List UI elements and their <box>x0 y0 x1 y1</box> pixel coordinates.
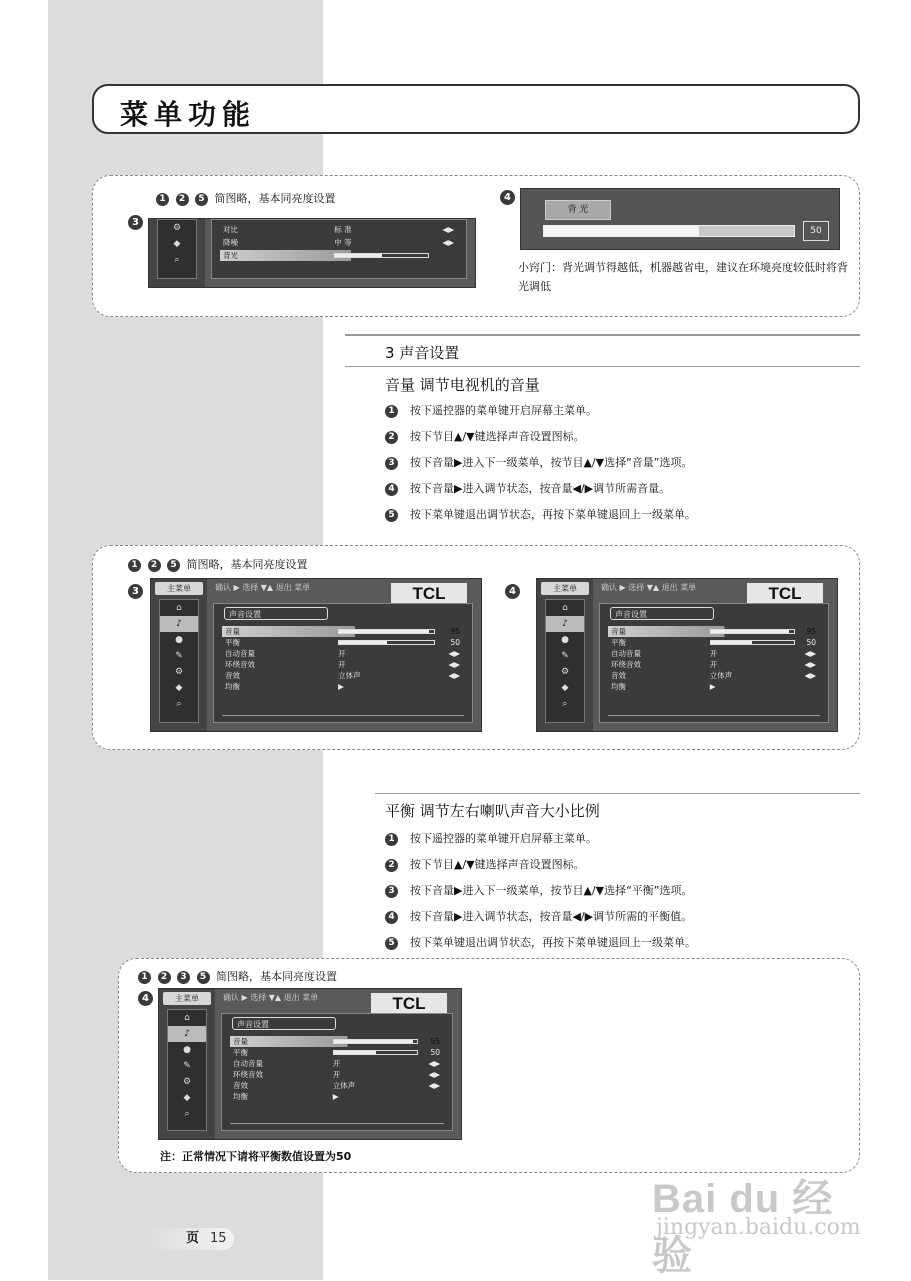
step-marker: 2 <box>176 193 189 206</box>
tv-menu-volume-b <box>536 578 838 732</box>
step-marker: 1 <box>128 559 141 572</box>
menu-row-end: ◀▶ <box>804 671 816 680</box>
menu-row-value: 立体声 <box>709 671 733 680</box>
step-marker: 2 <box>385 859 398 872</box>
step-marker: 3 <box>385 457 398 470</box>
search-icon: ⌕ <box>184 1109 190 1119</box>
menu-row-end: ◀▶ <box>804 660 816 669</box>
tv-menu-main <box>221 1013 453 1131</box>
menu-row-value: 开 <box>338 649 346 658</box>
menu-row-end: ◀▶ <box>448 671 460 680</box>
menu-row-label: 平衡 <box>611 638 626 647</box>
level-bar <box>334 253 429 258</box>
home-icon: ⌂ <box>562 603 568 613</box>
level-bar <box>333 1050 419 1055</box>
section-heading: 3 声音设置 <box>385 344 460 362</box>
step-marker: 5 <box>385 937 398 950</box>
step-marker: 1 <box>156 193 169 206</box>
menu-row-end: 50 <box>430 1048 440 1057</box>
music-icon: ♪ <box>160 616 198 632</box>
menu-row <box>222 648 464 659</box>
home-icon: ⌂ <box>176 603 182 613</box>
menu-row-value: 开 <box>332 1059 341 1068</box>
menu-row-label: 音量 <box>233 1037 248 1046</box>
picture-icon: ● <box>561 635 569 645</box>
step-marker: 5 <box>167 559 180 572</box>
step-text: 按下音量▶进入调节状态，按音量◀/▶调节所需的平衡值。 <box>410 910 693 923</box>
menu-row-label: 降噪 <box>223 238 238 247</box>
menu-row-label: 自动音量 <box>233 1059 263 1068</box>
menu-row-label: 自动音量 <box>611 649 641 658</box>
menu-row-label: 均衡 <box>225 682 240 691</box>
brand-name: TCL <box>768 584 802 603</box>
search-icon: ⌕ <box>176 699 182 709</box>
menu-row-label: 自动音量 <box>225 649 255 658</box>
tv-submenu-title: 声音设置 <box>610 607 714 620</box>
gear-icon: ⚙ <box>560 667 570 677</box>
menu-row-end: 50 <box>806 638 816 647</box>
watermark-logo-text: Bai du 经验 <box>652 1177 834 1278</box>
step-marker: 3 <box>177 971 190 984</box>
step-item <box>385 424 696 450</box>
step-marker: 1 <box>138 971 151 984</box>
menu-row-label: 音量 <box>225 627 240 636</box>
page-title-box <box>92 84 860 134</box>
volume-caption <box>128 556 308 572</box>
step-marker-right: 4 <box>500 190 515 205</box>
step-item <box>385 904 696 930</box>
tv-sidebar <box>537 579 593 731</box>
balance-subheading: 平衡 调节左右喇叭声音大小比例 <box>385 802 600 820</box>
brand-name: TCL <box>412 584 446 603</box>
menu-row-end: ◀▶ <box>428 1059 440 1068</box>
menu-row-value: 开 <box>709 649 718 658</box>
step-marker: 5 <box>197 971 210 984</box>
level-bar <box>710 640 795 645</box>
step-item <box>385 852 696 878</box>
tv-nav-hint: 确认 ▶ 选择 ▼▲ 退出 菜单 <box>215 583 311 592</box>
tv-sidebar-icons <box>545 599 585 723</box>
balance-caption <box>138 968 337 984</box>
music-icon: ♪ <box>546 616 584 632</box>
menu-row <box>608 681 820 692</box>
step-item <box>385 878 696 904</box>
volume-subheading: 音量 调节电视机的音量 <box>385 376 540 394</box>
search-icon: ⌕ <box>562 699 568 709</box>
section-rule <box>375 793 860 794</box>
tv-sidebar <box>159 989 215 1139</box>
menu-row <box>222 659 464 670</box>
slider-fill <box>544 226 699 236</box>
step-text: 按下遥控器的菜单键开启屏幕主菜单。 <box>410 832 597 845</box>
home-icon: ⌂ <box>184 1013 190 1023</box>
menu-row-label: 平衡 <box>225 638 240 647</box>
slider-track <box>543 225 795 237</box>
section-rule <box>345 334 860 336</box>
step-marker: 4 <box>385 911 398 924</box>
step-text: 按下菜单键退出调节状态，再按下菜单键退回上一级菜单。 <box>410 508 696 521</box>
tv-nav-hint: 确认 ▶ 选择 ▼▲ 退出 菜单 <box>223 993 319 1002</box>
diamond-icon: ◆ <box>183 1093 191 1103</box>
menu-row <box>220 237 458 248</box>
menu-row <box>222 670 464 681</box>
menu-row-value: ▶ <box>338 682 344 691</box>
step-marker: 5 <box>195 193 208 206</box>
caption-text: 简图略，基本同亮度设置 <box>186 558 308 571</box>
menu-row-value: 立体声 <box>332 1081 356 1090</box>
menu-row-value: 立体声 <box>338 671 361 680</box>
menu-row-label: 环绕音效 <box>233 1070 263 1079</box>
menu-row-end: 95 <box>806 627 816 636</box>
page-number: 15 <box>210 1231 227 1246</box>
step-marker: 2 <box>148 559 161 572</box>
menu-row-label: 环绕音效 <box>611 660 641 669</box>
balance-note: 注：正常情况下请将平衡数值设置为50 <box>160 1150 352 1163</box>
divider <box>222 715 464 716</box>
gear-icon: ⚙ <box>182 1077 192 1087</box>
menu-row <box>230 1069 444 1080</box>
menu-row-value: ▶ <box>332 1092 339 1101</box>
search-icon: ⌕ <box>174 255 180 265</box>
tv-nav-hint: 确认 ▶ 选择 ▼▲ 退出 菜单 <box>601 583 697 592</box>
menu-row-value: 标 准 <box>334 225 352 234</box>
diamond-icon: ◆ <box>175 683 183 693</box>
menu-row <box>608 626 820 637</box>
diamond-icon: ◆ <box>561 683 569 693</box>
backlight-slider-osd <box>520 188 840 250</box>
menu-row-end: 95 <box>450 627 460 636</box>
step-marker: 2 <box>385 431 398 444</box>
menu-row-end: ◀▶ <box>448 649 460 658</box>
step-item <box>385 476 696 502</box>
tv-sidebar-head: 主菜单 <box>155 582 203 595</box>
step-marker: 5 <box>385 509 398 522</box>
step-item <box>385 450 696 476</box>
caption-text: 简图略，基本同亮度设置 <box>214 192 336 205</box>
tv-submenu-title: 声音设置 <box>224 607 328 620</box>
tv-submenu-title: 声音设置 <box>232 1017 336 1030</box>
step-text: 按下音量▶进入下一级菜单，按节目▲/▼选择“音量”选项。 <box>410 456 693 469</box>
level-bar <box>333 1039 419 1044</box>
tip-text: 小窍门：背光调节得越低，机器越省电，建议在环境亮度较低时将背光调低 <box>518 261 848 293</box>
menu-row-end: 95 <box>430 1037 440 1046</box>
menu-row-label: 音效 <box>225 671 240 680</box>
volume-steps <box>385 398 696 528</box>
step-marker: 1 <box>385 833 398 846</box>
step-text: 按下音量▶进入调节状态，按音量◀/▶调节所需音量。 <box>410 482 671 495</box>
divider <box>230 1123 444 1124</box>
menu-row-label: 背光 <box>223 251 238 260</box>
tv-menu-main <box>599 603 829 723</box>
menu-row-label: 音量 <box>611 627 626 636</box>
tv-menu-main <box>213 603 473 723</box>
step-item <box>385 398 696 424</box>
menu-row-label: 对比 <box>223 225 238 234</box>
tv-sidebar <box>149 219 205 287</box>
tools-icon: ✎ <box>183 1061 191 1071</box>
balance-steps <box>385 826 696 956</box>
menu-row-selected <box>220 250 458 261</box>
divider <box>608 715 820 716</box>
step-marker: 2 <box>158 971 171 984</box>
tv-sidebar-head: 主菜单 <box>163 992 211 1005</box>
menu-row-value: 中 等 <box>334 238 352 247</box>
tools-icon: ✎ <box>561 651 569 661</box>
menu-row <box>608 637 820 648</box>
menu-row-value: 开 <box>709 660 718 669</box>
tv-sidebar <box>151 579 207 731</box>
menu-row <box>608 648 820 659</box>
tv-menu-balance <box>158 988 462 1140</box>
step-marker-right: 4 <box>505 584 520 599</box>
menu-row-label: 音效 <box>233 1081 248 1090</box>
step-item <box>385 826 696 852</box>
arrow-icon: ◀▶ <box>442 238 454 247</box>
page-label: 页 <box>186 1231 200 1246</box>
menu-row-label: 音效 <box>611 671 626 680</box>
menu-row <box>230 1036 444 1047</box>
menu-row <box>230 1058 444 1069</box>
music-icon: ♪ <box>168 1026 206 1042</box>
menu-row <box>608 659 820 670</box>
tv-sidebar-icons <box>167 1009 207 1131</box>
menu-row-label: 平衡 <box>233 1048 248 1057</box>
step-marker-left: 4 <box>138 991 153 1006</box>
step-text: 按下音量▶进入下一级菜单，按节目▲/▼选择“平衡”选项。 <box>410 884 693 897</box>
slider-label: 背 光 <box>545 200 611 220</box>
caption-text: 简图略，基本同亮度设置 <box>216 970 337 983</box>
menu-row <box>222 681 464 692</box>
gear-icon: ⚙ <box>172 223 182 233</box>
step-item <box>385 502 696 528</box>
menu-row <box>608 670 820 681</box>
menu-row <box>222 626 464 637</box>
level-bar <box>338 629 435 634</box>
baidu-watermark <box>652 1155 872 1278</box>
brand-name: TCL <box>392 994 426 1013</box>
level-bar <box>338 640 435 645</box>
tools-icon: ✎ <box>175 651 183 661</box>
picture-icon: ● <box>175 635 183 645</box>
menu-row-end: ◀▶ <box>428 1081 440 1090</box>
arrow-icon: ◀▶ <box>442 225 454 234</box>
diamond-icon: ◆ <box>173 239 181 249</box>
menu-row-end: ◀▶ <box>804 649 816 658</box>
gear-icon: ⚙ <box>174 667 184 677</box>
step-marker-left: 3 <box>128 584 143 599</box>
step-text: 按下菜单键退出调节状态，再按下菜单键退回上一级菜单。 <box>410 936 696 949</box>
tv-sidebar-icons <box>159 599 199 723</box>
step-marker: 4 <box>385 483 398 496</box>
menu-row-end: ◀▶ <box>428 1070 440 1079</box>
menu-row-value: 开 <box>332 1070 341 1079</box>
step-text: 按下节目▲/▼键选择声音设置图标。 <box>410 858 585 871</box>
slider-value: 50 <box>803 221 829 241</box>
step-marker: 1 <box>385 405 398 418</box>
menu-row <box>220 224 458 235</box>
section-rule <box>345 366 860 367</box>
tv-sidebar-icons <box>157 219 197 279</box>
tv-menu-partial <box>148 218 476 288</box>
menu-row <box>230 1091 444 1102</box>
page-title: 菜单功能 <box>120 98 257 131</box>
tv-menu-main <box>211 219 467 279</box>
menu-row-label: 均衡 <box>233 1092 248 1101</box>
menu-row <box>230 1080 444 1091</box>
level-bar <box>710 629 795 634</box>
menu-row-value: 开 <box>338 660 346 669</box>
menu-row <box>230 1047 444 1058</box>
brightness-caption <box>156 190 336 206</box>
menu-row-label: 环绕音效 <box>225 660 255 669</box>
watermark-url: jingyan.baidu.com <box>656 1215 861 1240</box>
menu-row-value: ▶ <box>709 682 716 691</box>
menu-row-end: ◀▶ <box>448 660 460 669</box>
tv-sidebar-head: 主菜单 <box>541 582 589 595</box>
picture-icon: ● <box>183 1045 191 1055</box>
page-number-tab <box>148 1228 234 1250</box>
step-marker: 3 <box>385 885 398 898</box>
step-text: 按下遥控器的菜单键开启屏幕主菜单。 <box>410 404 597 417</box>
menu-row-end: 50 <box>450 638 460 647</box>
step-marker-left: 3 <box>128 215 143 230</box>
step-text: 按下节目▲/▼键选择声音设置图标。 <box>410 430 585 443</box>
tv-menu-volume-a <box>150 578 482 732</box>
menu-row-label: 均衡 <box>611 682 626 691</box>
menu-row <box>222 637 464 648</box>
step-item <box>385 930 696 956</box>
